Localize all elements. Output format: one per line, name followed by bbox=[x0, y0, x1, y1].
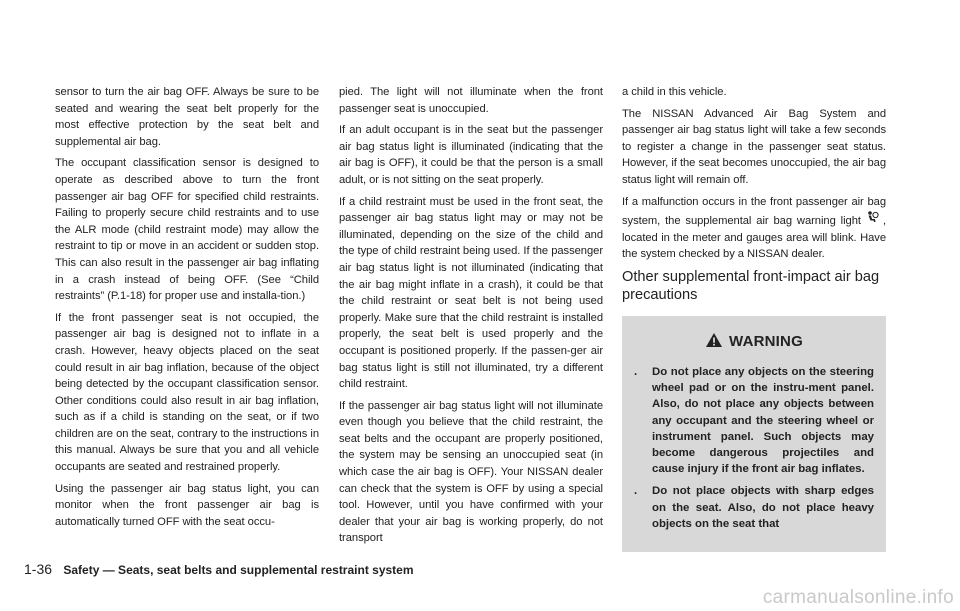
paragraph: The NISSAN Advanced Air Bag System and passenger air bag status light will take a few seconds to register a change in the passenger seat status. However, if the seat becomes unoccupied, the air bag status light will remain off. bbox=[622, 107, 886, 186]
paragraph: If the front passenger seat is not occupied, the passenger air bag is designed not to inflate in a crash. However, heavy objects placed on the seat could result in air bag inflation, because of the object being detected by the occupant classification sensor. Other conditions could also result in air bag inflation, such as if a child is standing on the seat, or if two children are on the seat, contrary to the instructions in this manual. Always be sure that you and all vehicle occupants are seated and restrained properly. bbox=[55, 311, 319, 474]
paragraph-text: If a malfunction occurs in the front passenger air bag system, the supplemental air bag warning light bbox=[622, 195, 886, 228]
warning-text: Do not place any objects on the steering wheel pad or on the instru-ment panel. Also, do not place any objects between any occupant and the steering wheel or instrument panel. Such objects may become dangerous projectiles and cause injury if the front air bag inflates. bbox=[652, 365, 874, 476]
paragraph: If a child restraint must be used in the front seat, the passenger air bag status light may or may not be illuminated, depending on the size of the child and the type of child restraint being used. If the passenger air bag status light is not illuminated (indicating that the air bag might inflate in a crash), it could be that the child restraint or seat belt is not being used properly. Make sure that the child restraint is installed properly, the seat belt is used properly and the occupant is positioned properly. If the passen-ger air bag status light is still not illuminated, try a different child restraint. bbox=[339, 195, 603, 391]
paragraph: If an adult occupant is in the seat but the passenger air bag status light is illuminated (indicating that the air bag is OFF), it could be that the person is a small adult, or is not sitting on the seat properly. bbox=[339, 124, 603, 186]
paragraph-text: , located in the meter and gauges area will blink. Have the system checked by a NISSAN dealer. bbox=[622, 215, 886, 261]
column-3 bbox=[622, 84, 886, 552]
watermark: carmanualsonline.info bbox=[762, 587, 954, 608]
chapter-title: Safety — Seats, seat belts and supplemental restraint system bbox=[63, 563, 414, 577]
bullet-mark: . bbox=[634, 365, 638, 378]
column-2 bbox=[339, 84, 603, 552]
warning-text: Do not place objects with sharp edges on the seat. Also, do not place heavy objects on the seat that bbox=[652, 485, 874, 530]
section-heading: Other supplemental front-impact air bag precautions bbox=[622, 268, 880, 303]
paragraph: The occupant classification sensor is designed to operate as described above to turn the front passenger air bag OFF for specified child restraints. Failing to properly secure child restraints and to use the ALR mode (child restraint mode) may allow the restraint to tip or move in an accident or sudden stop. This can also result in the passenger air bag inflating in a crash instead of being OFF. (See “Child restraints” (P.1-18) for proper use and installa-tion.) bbox=[55, 157, 319, 303]
warning-title: WARNING bbox=[729, 332, 803, 350]
bullet-mark: . bbox=[634, 485, 638, 498]
paragraph: Using the passenger air bag status light, you can monitor when the front passenger air bag is automatically turned OFF with the seat occu- bbox=[55, 482, 319, 528]
paragraph: sensor to turn the air bag OFF. Always be sure to be seated and wearing the seat belt properly for the most effective protection by the seat belt and supplemental air bag. bbox=[55, 86, 319, 148]
paragraph: a child in this vehicle. bbox=[622, 86, 727, 98]
column-1 bbox=[55, 84, 319, 535]
paragraph bbox=[622, 194, 886, 263]
airbag-warning-light-icon bbox=[861, 210, 883, 230]
warning-header bbox=[634, 332, 874, 352]
page-footer bbox=[24, 561, 414, 577]
page-number: 1-36 bbox=[24, 561, 53, 577]
warning-item bbox=[634, 483, 874, 532]
warning-item bbox=[634, 364, 874, 477]
paragraph: If the passenger air bag status light will not illuminate even though you believe that the child restraint, the seat belts and the occupant are properly positioned, the system may be sensing an unoccupied seat (in which case the air bag is OFF). Your NISSAN dealer can check that the system is OFF by using a special tool. However, until you have confirmed with your dealer that your air bag is working properly, do not transport bbox=[339, 399, 603, 545]
paragraph: pied. The light will not illuminate when the front passenger seat is unoccupied. bbox=[339, 86, 603, 115]
warning-box bbox=[622, 316, 886, 552]
warning-triangle-icon bbox=[705, 332, 723, 352]
